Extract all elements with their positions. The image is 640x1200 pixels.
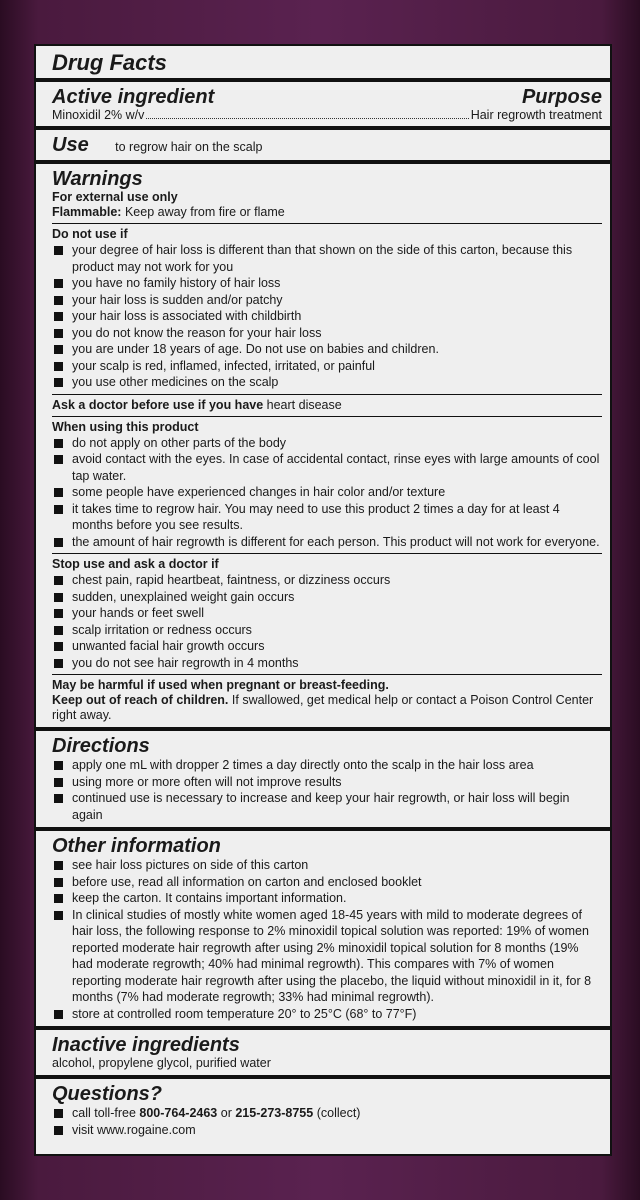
inactive-ingredients-heading: Inactive ingredients <box>52 1034 240 1056</box>
purpose-heading: Purpose <box>521 86 602 108</box>
do-not-use-heading: Do not use if <box>52 227 128 241</box>
leader-dots <box>146 118 468 119</box>
title-section <box>36 46 610 78</box>
list-item: you do not see hair regrowth in 4 months <box>52 655 602 672</box>
other-information-section <box>36 827 610 1026</box>
list-item: your scalp is red, inflamed, infected, irritated, or painful <box>52 358 602 375</box>
flammable-label: Flammable: <box>52 205 122 219</box>
stop-use-list <box>52 572 602 671</box>
list-item: you have no family history of hair loss <box>52 275 602 292</box>
directions-list <box>52 757 602 823</box>
collect-text: (collect) <box>316 1106 361 1120</box>
list-item: your hair loss is sudden and/or patchy <box>52 292 602 309</box>
warnings-section <box>36 160 610 727</box>
list-item: using more or more often will not improve results <box>52 774 602 791</box>
ingredient-text: Minoxidil 2% w/v <box>52 108 145 122</box>
list-item: In clinical studies of mostly white women aged 18-45 years with mild to moderate degrees of hair loss, the following response to 2% minoxidil topical solution was reported: 19% of women reported moderate hair regrowth after using 2% minoxidil topical solution for 8 months (19% had moderate regrowth; 40% had minimal regrowth). This compares with 7% of women reporting moderate hair regrowth after using the placebo, the liquid without minoxidil in it, for 8 months (7% had moderate regrowth; 33% had minimal regrowth). <box>52 907 602 1006</box>
inactive-ingredients-section <box>36 1026 610 1075</box>
other-information-heading: Other information <box>52 835 221 857</box>
phone-link[interactable]: 215-273-8755 <box>235 1106 314 1120</box>
active-ingredient-heading: Active ingredient <box>52 86 215 108</box>
do-not-use-list <box>52 242 602 391</box>
list-item: it takes time to regrow hair. You may need to use this product 2 times a day for at least 4 months before you see results. <box>52 501 602 534</box>
use-section <box>36 126 610 160</box>
list-item: you are under 18 years of age. Do not use on babies and children. <box>52 341 602 358</box>
list-item: avoid contact with the eyes. In case of accidental contact, rinse eyes with large amounts of cool tap water. <box>52 451 602 484</box>
ask-doctor-label: Ask a doctor before use if you have <box>52 397 264 412</box>
list-item: chest pain, rapid heartbeat, faintness, or dizziness occurs <box>52 572 602 589</box>
active-ingredient-section <box>36 78 610 126</box>
list-item: see hair loss pictures on side of this carton <box>52 857 602 874</box>
directions-heading: Directions <box>52 735 150 757</box>
questions-heading: Questions? <box>52 1083 163 1105</box>
list-item: store at controlled room temperature 20° to 25°C (68° to 77°F) <box>52 1006 602 1023</box>
list-item: apply one mL with dropper 2 times a day directly onto the scalp in the hair loss area <box>52 757 602 774</box>
list-item <box>52 1105 602 1122</box>
questions-section <box>36 1075 610 1142</box>
list-item: scalp irritation or redness occurs <box>52 622 602 639</box>
questions-list <box>52 1105 602 1138</box>
call-prefix: call toll-free <box>72 1106 136 1120</box>
list-item: do not apply on other parts of the body <box>52 435 602 452</box>
warnings-heading: Warnings <box>52 168 143 190</box>
flammable-text: Keep away from fire or flame <box>124 205 285 219</box>
phone-link[interactable]: 800-764-2463 <box>139 1106 218 1120</box>
list-item: unwanted facial hair growth occurs <box>52 638 602 655</box>
keep-out-label: Keep out of reach of children. <box>52 693 229 707</box>
inactive-ingredients-text: alcohol, propylene glycol, purified water <box>52 1056 271 1070</box>
when-using-heading: When using this product <box>52 419 199 434</box>
drug-facts-title: Drug Facts <box>52 50 167 75</box>
other-information-list <box>52 857 602 1022</box>
list-item: you use other medicines on the scalp <box>52 374 602 391</box>
list-item: sudden, unexplained weight gain occurs <box>52 589 602 606</box>
list-item: before use, read all information on carton and enclosed booklet <box>52 874 602 891</box>
or-text: or <box>220 1106 232 1120</box>
when-using-list <box>52 435 602 551</box>
external-use-text: For external use only <box>52 190 178 204</box>
stop-use-heading: Stop use and ask a doctor if <box>52 557 219 571</box>
use-heading: Use <box>52 134 89 156</box>
pregnancy-warning: May be harmful if used when pregnant or breast-feeding. <box>52 678 389 692</box>
use-text: to regrow hair on the scalp <box>115 140 263 154</box>
list-item: continued use is necessary to increase and keep your hair regrowth, or hair loss will begin again <box>52 790 602 823</box>
purpose-text: Hair regrowth treatment <box>470 108 602 122</box>
list-item: the amount of hair regrowth is different for each person. This product will not work for everyone. <box>52 534 602 551</box>
list-item: your degree of hair loss is different than that shown on the side of this carton, because this product may not work for you <box>52 242 602 275</box>
keep-out-text: If swallowed, get medical help or contact a Poison Control Center right away. <box>52 693 594 722</box>
list-item: you do not know the reason for your hair loss <box>52 325 602 342</box>
list-item: your hair loss is associated with childbirth <box>52 308 602 325</box>
directions-section <box>36 727 610 827</box>
list-item: some people have experienced changes in hair color and/or texture <box>52 484 602 501</box>
website-link[interactable]: visit www.rogaine.com <box>52 1122 602 1139</box>
drug-facts-panel <box>34 44 612 1156</box>
ask-doctor-text: heart disease <box>266 397 342 412</box>
list-item: your hands or feet swell <box>52 605 602 622</box>
list-item: keep the carton. It contains important information. <box>52 890 602 907</box>
